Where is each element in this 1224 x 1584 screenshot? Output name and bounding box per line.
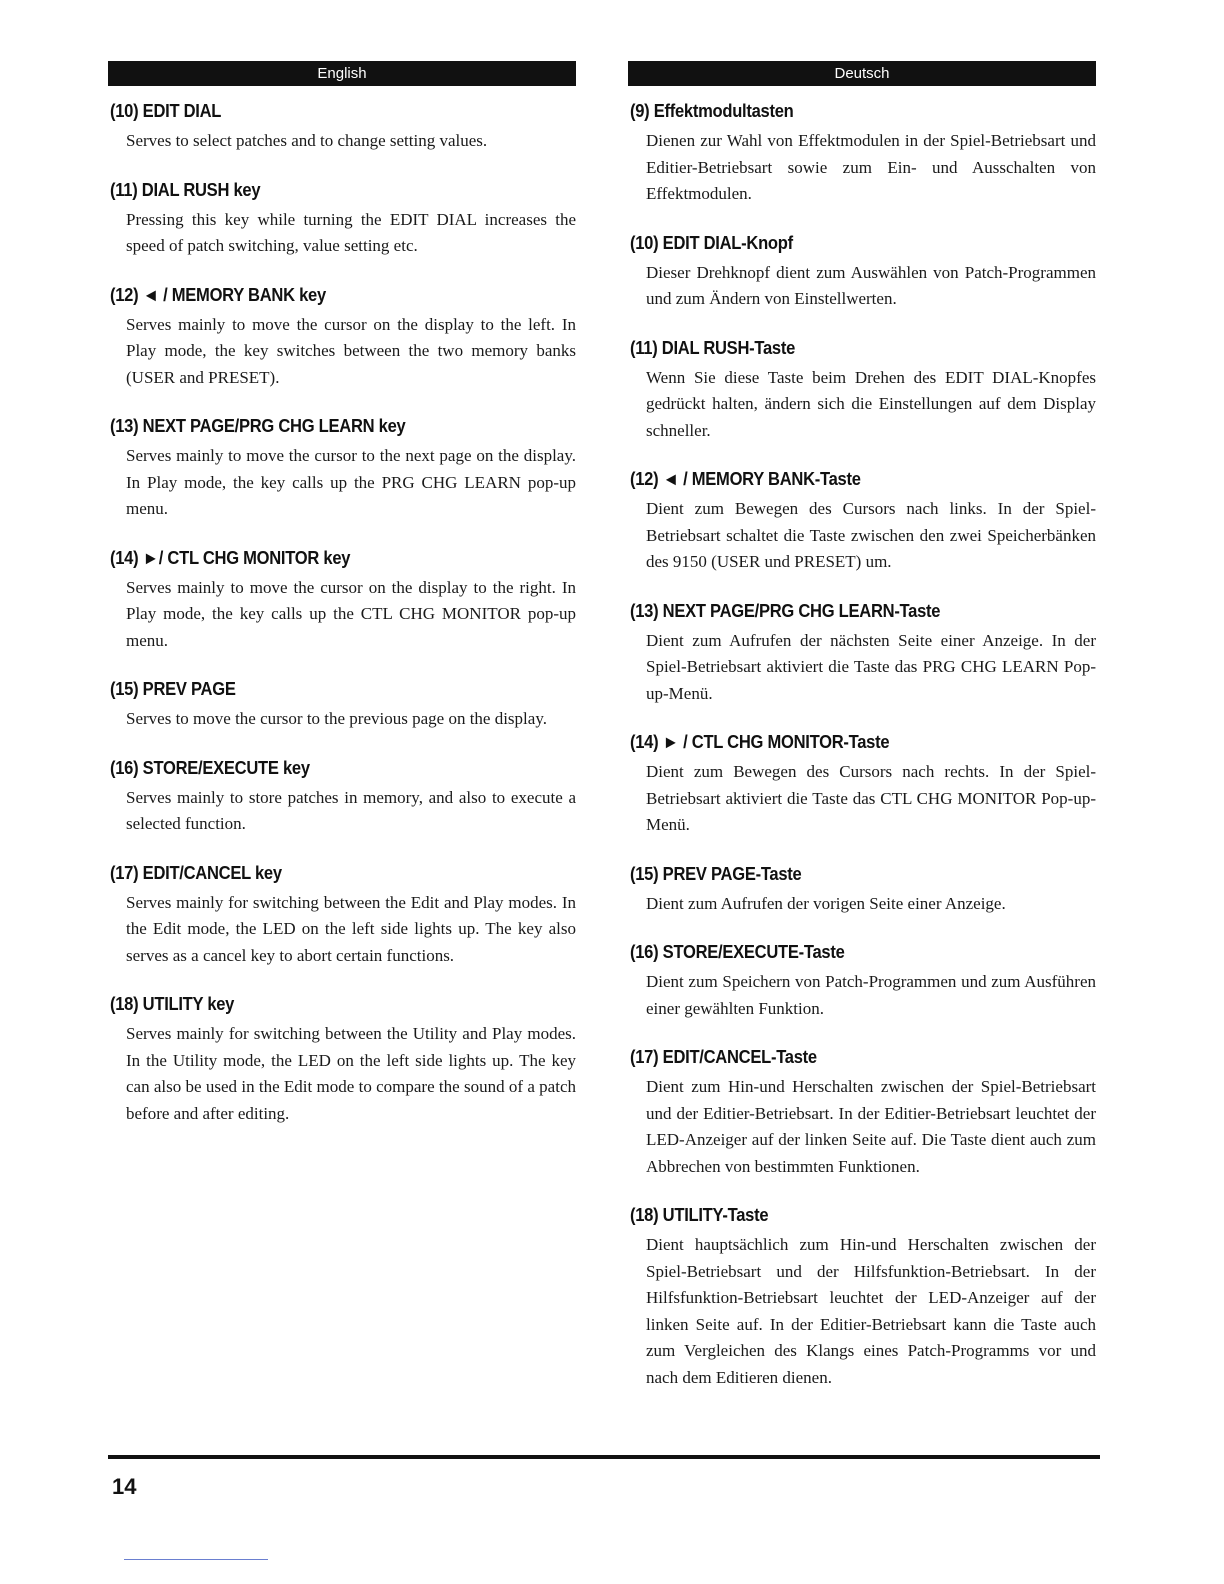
item-body: Serves mainly to move the cursor on the display to the right. In Play mode, the key calls up the CTL CHG MONITOR pop-up menu. (126, 577, 576, 650)
list-item (108, 284, 576, 392)
list-item (108, 547, 576, 655)
list-item (108, 415, 576, 523)
item-body: Wenn Sie diese Taste beim Drehen des EDIT DIAL-Knopfes gedrückt halten, ändern sich die Einstellungen auf dem Display schneller. (646, 367, 1096, 440)
item-heading: (15) PREV PAGE (110, 679, 236, 699)
list-item (628, 731, 1096, 839)
item-heading: (10) EDIT DIAL (110, 101, 222, 121)
item-heading: (15) PREV PAGE-Taste (630, 863, 802, 884)
item-heading: (13) NEXT PAGE/PRG CHG LEARN key (110, 416, 406, 436)
item-body: Serves mainly for switching between the Utility and Play modes. In the Utility mode, the LED on the left side lights up. The key can also be used in the Edit mode to compare the sound of a patch before and after editing. (126, 1024, 576, 1123)
item-body: Serves mainly to store patches in memory, and also to execute a selected function. (126, 787, 576, 833)
list-item (108, 757, 576, 838)
list-item (108, 179, 576, 260)
item-heading: (12) ◄ / MEMORY BANK-Taste (630, 469, 861, 489)
list-item (628, 100, 1096, 208)
item-body: Serves to move the cursor to the previous page on the display. (126, 709, 547, 728)
item-body: Dient zum Aufrufen der nächsten Seite einer Anzeige. In der Spiel-Betriebsart aktiviert die Taste das PRG CHG LEARN Pop-up-Menü. (646, 630, 1096, 703)
item-heading: (14) ► / CTL CHG MONITOR-Taste (630, 732, 890, 752)
item-heading: (11) DIAL RUSH-Taste (630, 337, 796, 358)
item-body: Serves mainly to move the cursor to the next page on the display. In Play mode, the key calls up the PRG CHG LEARN pop-up menu. (126, 446, 576, 518)
item-body: Dient zum Speichern von Patch-Programmen und zum Ausführen einer gewählten Funktion. (646, 972, 1096, 1018)
item-body: Serves to select patches and to change setting values. (126, 131, 488, 150)
item-body: Dieser Drehknopf dient zum Auswählen von Patch-Programmen und zum Ändern von Einstellwerten. (646, 262, 1096, 308)
item-heading: (10) EDIT DIAL-Knopf (630, 232, 793, 253)
item-heading: (16) STORE/EXECUTE-Taste (630, 942, 845, 962)
item-body: Serves mainly to move the cursor on the display to the left. In Play mode, the key switches between the two memory banks (USER and PRESET). (126, 314, 576, 387)
item-heading: (12) ◄ / MEMORY BANK key (110, 284, 326, 305)
english-language-bar: English (108, 61, 576, 86)
page-number: 14 (112, 1474, 137, 1499)
item-body: Dienen zur Wahl von Effektmodulen in der Spiel-Betriebsart und Editier-Betriebsart sowie zum Ein- und Ausschalten von Effektmodulen. (646, 131, 1096, 203)
list-item (108, 100, 576, 155)
list-item (108, 862, 576, 970)
english-column (108, 61, 576, 1151)
list-item (628, 1204, 1096, 1391)
list-item (628, 941, 1096, 1022)
list-item (108, 678, 576, 733)
item-body: Dient hauptsächlich zum Hin-und Herschalten zwischen der Spiel-Betriebsart und der Hilfsfunktion-Betriebsart. In der Hilfsfunktion-Betriebsart leuchtet der LED-Anzeiger auf der linken Seite auf. In der Editier-Betriebsart kann die Taste auch zum Vergleichen des Klangs eines Patch-Programms vor und nach dem Editieren dienen. (646, 1235, 1096, 1387)
item-heading: (13) NEXT PAGE/PRG CHG LEARN-Taste (630, 600, 941, 621)
item-heading: (14) ►/ CTL CHG MONITOR key (110, 547, 351, 568)
deutsch-item-list (628, 100, 1096, 1391)
item-body: Dient zum Aufrufen der vorigen Seite einer Anzeige. (646, 893, 1006, 913)
item-heading: (16) STORE/EXECUTE key (110, 757, 310, 778)
deutsch-language-bar: Deutsch (628, 61, 1096, 86)
list-item (628, 1046, 1096, 1180)
list-item (628, 468, 1096, 576)
item-body: Serves mainly for switching between the Edit and Play modes. In the Edit mode, the LED on the left side lights up. The key also serves as a cancel key to abort certain functions. (126, 892, 576, 965)
list-item (628, 232, 1096, 313)
list-item (628, 600, 1096, 708)
link-underline (124, 1559, 268, 1560)
item-body: Pressing this key while turning the EDIT DIAL increases the speed of patch switching, value setting etc. (126, 209, 576, 255)
item-heading: (9) Effektmodultasten (630, 101, 794, 121)
list-item (628, 337, 1096, 445)
list-item (108, 993, 576, 1127)
item-body: Dient zum Bewegen des Cursors nach links. In der Spiel-Betriebsart schaltet die Taste zwischen den zwei Speicherbänken des 9150 (USER und PRESET) um. (646, 499, 1096, 571)
english-item-list (108, 100, 576, 1127)
item-heading: (18) UTILITY key (110, 994, 235, 1014)
item-body: Dient zum Hin-und Herschalten zwischen der Spiel-Betriebsart und der Editier-Betriebsart. In der Editier-Betriebsart leuchtet der LED-Anzeiger auf der linken Seite auf. Die Taste dient auch zum Abbrechen von bestimmten Funktionen. (646, 1077, 1096, 1176)
item-heading: (11) DIAL RUSH key (110, 179, 261, 200)
item-heading: (17) EDIT/CANCEL-Taste (630, 1047, 817, 1067)
item-heading: (18) UTILITY-Taste (630, 1205, 769, 1225)
deutsch-column (628, 61, 1096, 1415)
item-heading: (17) EDIT/CANCEL key (110, 862, 282, 883)
item-body: Dient zum Bewegen des Cursors nach rechts. In der Spiel-Betriebsart aktiviert die Taste das CTL CHG MONITOR Pop-up-Menü. (646, 762, 1096, 834)
list-item (628, 863, 1096, 918)
footer-rule (108, 1455, 1100, 1459)
